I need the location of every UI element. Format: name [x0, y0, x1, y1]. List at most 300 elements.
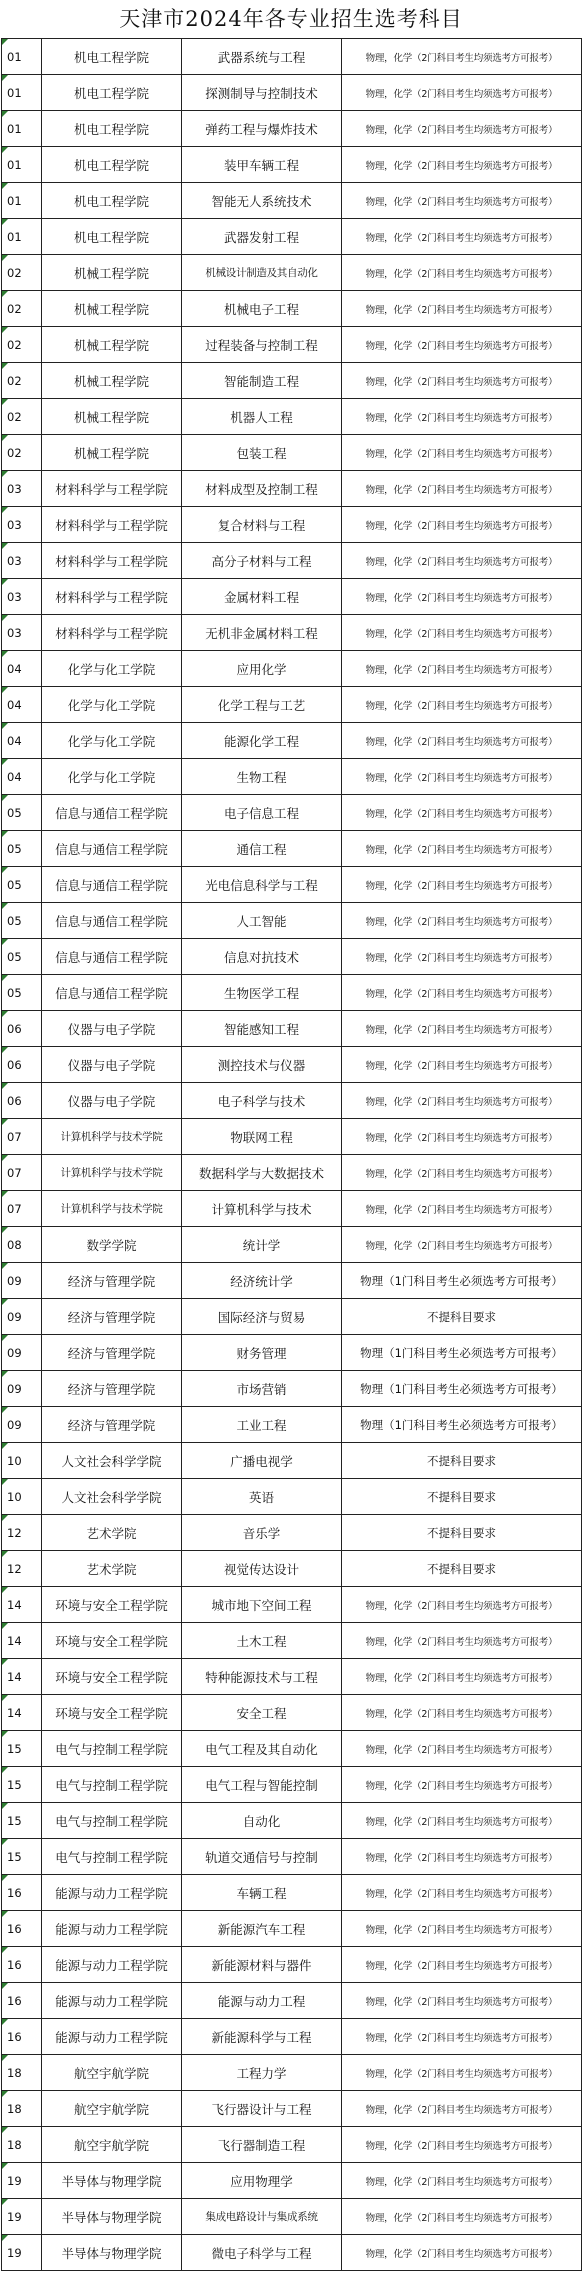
college-code-cell: 02: [2, 255, 42, 291]
college-name-cell: 经济与管理学院: [42, 1371, 182, 1407]
table-row: [2, 759, 582, 795]
subject-requirement-cell: 物理，化学（2门科目考生均须选考方可报考）: [342, 471, 582, 507]
subject-requirement-cell: 物理，化学（2门科目考生均须选考方可报考）: [342, 183, 582, 219]
table-row: [2, 1587, 582, 1623]
subject-requirement-cell: 物理，化学（2门科目考生均须选考方可报考）: [342, 2199, 582, 2235]
table-row: [2, 1443, 582, 1479]
college-code-cell: 09: [2, 1263, 42, 1299]
table-row: [2, 1263, 582, 1299]
table-row: [2, 1875, 582, 1911]
major-name-cell: 光电信息科学与工程: [182, 867, 342, 903]
college-name-cell: 化学与化工学院: [42, 687, 182, 723]
table-row: [2, 2127, 582, 2163]
college-name-cell: 艺术学院: [42, 1515, 182, 1551]
table-row: [2, 435, 582, 471]
major-name-cell: 数据科学与大数据技术: [182, 1155, 342, 1191]
major-name-cell: 高分子材料与工程: [182, 543, 342, 579]
subject-requirement-cell: 物理，化学（2门科目考生均须选考方可报考）: [342, 651, 582, 687]
college-name-cell: 航空宇航学院: [42, 2055, 182, 2091]
major-name-cell: 电气工程及其自动化: [182, 1731, 342, 1767]
table-row: [2, 1623, 582, 1659]
college-name-cell: 电气与控制工程学院: [42, 1803, 182, 1839]
college-code-cell: 07: [2, 1119, 42, 1155]
college-name-cell: 半导体与物理学院: [42, 2163, 182, 2199]
subject-requirement-cell: 不提科目要求: [342, 1299, 582, 1335]
college-name-cell: 环境与安全工程学院: [42, 1659, 182, 1695]
major-name-cell: 广播电视学: [182, 1443, 342, 1479]
table-row: [2, 903, 582, 939]
college-code-cell: 12: [2, 1515, 42, 1551]
table-row: [2, 1191, 582, 1227]
college-code-cell: 16: [2, 1875, 42, 1911]
college-name-cell: 能源与动力工程学院: [42, 1947, 182, 1983]
subject-requirement-cell: 物理，化学（2门科目考生均须选考方可报考）: [342, 507, 582, 543]
major-name-cell: 音乐学: [182, 1515, 342, 1551]
college-name-cell: 能源与动力工程学院: [42, 1911, 182, 1947]
table-row: [2, 939, 582, 975]
table-row: [2, 1047, 582, 1083]
subject-requirement-cell: 物理，化学（2门科目考生均须选考方可报考）: [342, 2055, 582, 2091]
college-code-cell: 01: [2, 219, 42, 255]
table-row: [2, 1515, 582, 1551]
major-name-cell: 化学工程与工艺: [182, 687, 342, 723]
subject-requirement-cell: 物理，化学（2门科目考生均须选考方可报考）: [342, 759, 582, 795]
table-row: [2, 2019, 582, 2055]
major-name-cell: 物联网工程: [182, 1119, 342, 1155]
college-code-cell: 14: [2, 1623, 42, 1659]
subject-requirement-cell: 物理，化学（2门科目考生均须选考方可报考）: [342, 39, 582, 75]
subject-requirement-cell: 物理，化学（2门科目考生均须选考方可报考）: [342, 1947, 582, 1983]
table-row: [2, 1155, 582, 1191]
table-row: [2, 1407, 582, 1443]
college-code-cell: 19: [2, 2163, 42, 2199]
table-row: [2, 1695, 582, 1731]
college-name-cell: 机械工程学院: [42, 255, 182, 291]
college-code-cell: 06: [2, 1011, 42, 1047]
college-name-cell: 材料科学与工程学院: [42, 579, 182, 615]
table-row: [2, 255, 582, 291]
subject-requirement-cell: 物理，化学（2门科目考生均须选考方可报考）: [342, 1839, 582, 1875]
college-code-cell: 16: [2, 1911, 42, 1947]
college-code-cell: 14: [2, 1659, 42, 1695]
college-code-cell: 09: [2, 1407, 42, 1443]
college-name-cell: 电气与控制工程学院: [42, 1839, 182, 1875]
major-name-cell: 智能感知工程: [182, 1011, 342, 1047]
table-row: [2, 2163, 582, 2199]
major-name-cell: 新能源科学与工程: [182, 2019, 342, 2055]
subject-requirement-cell: 物理，化学（2门科目考生均须选考方可报考）: [342, 1119, 582, 1155]
subject-requirement-cell: 物理，化学（2门科目考生均须选考方可报考）: [342, 1911, 582, 1947]
college-code-cell: 04: [2, 651, 42, 687]
subject-requirement-cell: 物理，化学（2门科目考生均须选考方可报考）: [342, 75, 582, 111]
table-row: [2, 327, 582, 363]
major-name-cell: 统计学: [182, 1227, 342, 1263]
subject-requirement-cell: 物理，化学（2门科目考生均须选考方可报考）: [342, 1587, 582, 1623]
college-code-cell: 16: [2, 1947, 42, 1983]
subject-requirement-cell: 物理，化学（2门科目考生均须选考方可报考）: [342, 579, 582, 615]
college-code-cell: 06: [2, 1047, 42, 1083]
college-code-cell: 01: [2, 183, 42, 219]
subject-requirement-cell: 物理（1门科目考生必须选考方可报考）: [342, 1407, 582, 1443]
college-name-cell: 能源与动力工程学院: [42, 1875, 182, 1911]
college-name-cell: 人文社会科学学院: [42, 1479, 182, 1515]
subject-requirement-cell: 物理，化学（2门科目考生均须选考方可报考）: [342, 291, 582, 327]
table-row: [2, 1479, 582, 1515]
subject-requirement-cell: 物理，化学（2门科目考生均须选考方可报考）: [342, 939, 582, 975]
college-name-cell: 机电工程学院: [42, 39, 182, 75]
subject-requirement-cell: 物理，化学（2门科目考生均须选考方可报考）: [342, 2163, 582, 2199]
college-code-cell: 02: [2, 363, 42, 399]
subject-requirement-cell: 物理，化学（2门科目考生均须选考方可报考）: [342, 687, 582, 723]
college-code-cell: 09: [2, 1371, 42, 1407]
major-name-cell: 武器系统与工程: [182, 39, 342, 75]
major-name-cell: 国际经济与贸易: [182, 1299, 342, 1335]
table-row: [2, 507, 582, 543]
subject-requirement-cell: 物理，化学（2门科目考生均须选考方可报考）: [342, 975, 582, 1011]
subject-requirement-cell: 不提科目要求: [342, 1479, 582, 1515]
major-name-cell: 城市地下空间工程: [182, 1587, 342, 1623]
major-name-cell: 能源与动力工程: [182, 1983, 342, 2019]
college-name-cell: 经济与管理学院: [42, 1407, 182, 1443]
major-name-cell: 通信工程: [182, 831, 342, 867]
college-code-cell: 19: [2, 2199, 42, 2235]
table-row: [2, 2235, 582, 2271]
college-name-cell: 人文社会科学学院: [42, 1443, 182, 1479]
college-code-cell: 18: [2, 2127, 42, 2163]
table-row: [2, 1947, 582, 1983]
college-name-cell: 环境与安全工程学院: [42, 1695, 182, 1731]
college-name-cell: 仪器与电子学院: [42, 1011, 182, 1047]
college-name-cell: 环境与安全工程学院: [42, 1623, 182, 1659]
major-name-cell: 信息对抗技术: [182, 939, 342, 975]
table-row: [2, 1659, 582, 1695]
major-name-cell: 财务管理: [182, 1335, 342, 1371]
college-code-cell: 15: [2, 1839, 42, 1875]
subject-requirement-cell: 物理，化学（2门科目考生均须选考方可报考）: [342, 1803, 582, 1839]
table-row: [2, 183, 582, 219]
major-name-cell: 弹药工程与爆炸技术: [182, 111, 342, 147]
college-code-cell: 02: [2, 435, 42, 471]
table-row: [2, 1767, 582, 1803]
major-name-cell: 电子科学与技术: [182, 1083, 342, 1119]
major-name-cell: 车辆工程: [182, 1875, 342, 1911]
college-name-cell: 信息与通信工程学院: [42, 903, 182, 939]
subject-requirement-cell: 物理（1门科目考生必须选考方可报考）: [342, 1335, 582, 1371]
subject-requirement-cell: 物理，化学（2门科目考生均须选考方可报考）: [342, 1155, 582, 1191]
table-body: [2, 39, 582, 2271]
subject-requirement-cell: 物理（1门科目考生必须选考方可报考）: [342, 1371, 582, 1407]
major-name-cell: 计算机科学与技术: [182, 1191, 342, 1227]
college-code-cell: 07: [2, 1155, 42, 1191]
college-name-cell: 经济与管理学院: [42, 1263, 182, 1299]
college-name-cell: 航空宇航学院: [42, 2091, 182, 2127]
major-name-cell: 市场营销: [182, 1371, 342, 1407]
major-name-cell: 材料成型及控制工程: [182, 471, 342, 507]
subject-requirement-cell: 物理，化学（2门科目考生均须选考方可报考）: [342, 2091, 582, 2127]
major-name-cell: 安全工程: [182, 1695, 342, 1731]
college-name-cell: 经济与管理学院: [42, 1299, 182, 1335]
table-row: [2, 1551, 582, 1587]
subject-requirement-cell: 物理，化学（2门科目考生均须选考方可报考）: [342, 327, 582, 363]
table-row: [2, 399, 582, 435]
table-row: [2, 687, 582, 723]
major-name-cell: 机械电子工程: [182, 291, 342, 327]
college-name-cell: 仪器与电子学院: [42, 1083, 182, 1119]
table-row: [2, 1371, 582, 1407]
college-name-cell: 材料科学与工程学院: [42, 507, 182, 543]
college-code-cell: 02: [2, 291, 42, 327]
major-name-cell: 工业工程: [182, 1407, 342, 1443]
table-row: [2, 2091, 582, 2127]
major-name-cell: 金属材料工程: [182, 579, 342, 615]
subject-requirement-cell: 物理，化学（2门科目考生均须选考方可报考）: [342, 1875, 582, 1911]
subject-requirement-cell: 物理，化学（2门科目考生均须选考方可报考）: [342, 1731, 582, 1767]
college-code-cell: 12: [2, 1551, 42, 1587]
table-row: [2, 723, 582, 759]
major-name-cell: 测控技术与仪器: [182, 1047, 342, 1083]
subject-requirement-cell: 物理，化学（2门科目考生均须选考方可报考）: [342, 1983, 582, 2019]
subject-requirement-cell: 物理，化学（2门科目考生均须选考方可报考）: [342, 2127, 582, 2163]
subject-requirement-cell: 物理，化学（2门科目考生均须选考方可报考）: [342, 2019, 582, 2055]
major-name-cell: 英语: [182, 1479, 342, 1515]
subject-requirement-cell: 物理，化学（2门科目考生均须选考方可报考）: [342, 795, 582, 831]
table-row: [2, 579, 582, 615]
subject-requirement-cell: 物理，化学（2门科目考生均须选考方可报考）: [342, 1191, 582, 1227]
major-name-cell: 自动化: [182, 1803, 342, 1839]
table-row: [2, 795, 582, 831]
college-name-cell: 半导体与物理学院: [42, 2235, 182, 2271]
subject-requirement-cell: 物理，化学（2门科目考生均须选考方可报考）: [342, 1083, 582, 1119]
table-row: [2, 1983, 582, 2019]
college-name-cell: 电气与控制工程学院: [42, 1767, 182, 1803]
college-code-cell: 06: [2, 1083, 42, 1119]
major-name-cell: 微电子科学与工程: [182, 2235, 342, 2271]
college-name-cell: 化学与化工学院: [42, 723, 182, 759]
major-name-cell: 工程力学: [182, 2055, 342, 2091]
college-code-cell: 16: [2, 2019, 42, 2055]
subject-requirements-table: [1, 38, 582, 2271]
table-row: [2, 147, 582, 183]
college-name-cell: 机电工程学院: [42, 219, 182, 255]
college-code-cell: 01: [2, 111, 42, 147]
college-name-cell: 化学与化工学院: [42, 759, 182, 795]
college-name-cell: 计算机科学与技术学院: [42, 1155, 182, 1191]
subject-requirement-cell: 物理，化学（2门科目考生均须选考方可报考）: [342, 1623, 582, 1659]
college-code-cell: 02: [2, 327, 42, 363]
major-name-cell: 应用化学: [182, 651, 342, 687]
college-name-cell: 能源与动力工程学院: [42, 1983, 182, 2019]
subject-requirement-cell: 物理（1门科目考生必须选考方可报考）: [342, 1263, 582, 1299]
subject-requirement-cell: 物理，化学（2门科目考生均须选考方可报考）: [342, 399, 582, 435]
college-code-cell: 01: [2, 39, 42, 75]
subject-requirement-cell: 物理，化学（2门科目考生均须选考方可报考）: [342, 831, 582, 867]
table-row: [2, 1299, 582, 1335]
college-name-cell: 机电工程学院: [42, 147, 182, 183]
college-name-cell: 计算机科学与技术学院: [42, 1119, 182, 1155]
table-row: [2, 363, 582, 399]
subject-requirement-cell: 不提科目要求: [342, 1515, 582, 1551]
subject-requirement-cell: 物理，化学（2门科目考生均须选考方可报考）: [342, 1659, 582, 1695]
table-row: [2, 1731, 582, 1767]
table-row: [2, 1911, 582, 1947]
major-name-cell: 装甲车辆工程: [182, 147, 342, 183]
major-name-cell: 过程装备与控制工程: [182, 327, 342, 363]
college-code-cell: 05: [2, 939, 42, 975]
college-code-cell: 16: [2, 1983, 42, 2019]
major-name-cell: 新能源材料与器件: [182, 1947, 342, 1983]
table-row: [2, 1011, 582, 1047]
subject-requirement-cell: 不提科目要求: [342, 1443, 582, 1479]
subject-requirement-cell: 物理，化学（2门科目考生均须选考方可报考）: [342, 2235, 582, 2271]
college-name-cell: 机械工程学院: [42, 399, 182, 435]
college-name-cell: 机电工程学院: [42, 75, 182, 111]
college-code-cell: 03: [2, 543, 42, 579]
table-row: [2, 975, 582, 1011]
college-code-cell: 19: [2, 2235, 42, 2271]
major-name-cell: 武器发射工程: [182, 219, 342, 255]
subject-requirement-cell: 物理，化学（2门科目考生均须选考方可报考）: [342, 435, 582, 471]
major-name-cell: 飞行器制造工程: [182, 2127, 342, 2163]
college-code-cell: 01: [2, 75, 42, 111]
subject-requirement-cell: 物理，化学（2门科目考生均须选考方可报考）: [342, 363, 582, 399]
major-name-cell: 机械设计制造及其自动化: [182, 255, 342, 291]
college-name-cell: 信息与通信工程学院: [42, 939, 182, 975]
college-name-cell: 仪器与电子学院: [42, 1047, 182, 1083]
college-code-cell: 04: [2, 759, 42, 795]
major-name-cell: 集成电路设计与集成系统: [182, 2199, 342, 2235]
college-code-cell: 03: [2, 507, 42, 543]
subject-requirement-cell: 物理，化学（2门科目考生均须选考方可报考）: [342, 1011, 582, 1047]
college-name-cell: 机械工程学院: [42, 435, 182, 471]
table-row: [2, 615, 582, 651]
table-row: [2, 1839, 582, 1875]
college-name-cell: 半导体与物理学院: [42, 2199, 182, 2235]
subject-requirement-cell: 物理，化学（2门科目考生均须选考方可报考）: [342, 615, 582, 651]
table-row: [2, 219, 582, 255]
table-row: [2, 543, 582, 579]
college-name-cell: 环境与安全工程学院: [42, 1587, 182, 1623]
college-name-cell: 能源与动力工程学院: [42, 2019, 182, 2055]
table-row: [2, 1335, 582, 1371]
table-row: [2, 471, 582, 507]
major-name-cell: 智能制造工程: [182, 363, 342, 399]
college-code-cell: 15: [2, 1767, 42, 1803]
major-name-cell: 特种能源技术与工程: [182, 1659, 342, 1695]
table-row: [2, 1119, 582, 1155]
college-code-cell: 14: [2, 1587, 42, 1623]
college-code-cell: 14: [2, 1695, 42, 1731]
college-code-cell: 03: [2, 471, 42, 507]
table-row: [2, 2055, 582, 2091]
subject-requirement-cell: 物理，化学（2门科目考生均须选考方可报考）: [342, 867, 582, 903]
table-row: [2, 831, 582, 867]
major-name-cell: 包装工程: [182, 435, 342, 471]
major-name-cell: 电气工程与智能控制: [182, 1767, 342, 1803]
college-code-cell: 03: [2, 579, 42, 615]
college-code-cell: 15: [2, 1803, 42, 1839]
subject-requirement-cell: 物理，化学（2门科目考生均须选考方可报考）: [342, 1227, 582, 1263]
college-name-cell: 材料科学与工程学院: [42, 543, 182, 579]
college-code-cell: 10: [2, 1479, 42, 1515]
college-name-cell: 机械工程学院: [42, 327, 182, 363]
major-name-cell: 复合材料与工程: [182, 507, 342, 543]
table-row: [2, 1227, 582, 1263]
major-name-cell: 新能源汽车工程: [182, 1911, 342, 1947]
page-title: 天津市2024年各专业招生选考科目: [119, 7, 463, 31]
college-code-cell: 08: [2, 1227, 42, 1263]
major-name-cell: 无机非金属材料工程: [182, 615, 342, 651]
table-row: [2, 75, 582, 111]
college-name-cell: 机电工程学院: [42, 111, 182, 147]
college-code-cell: 18: [2, 2055, 42, 2091]
college-code-cell: 04: [2, 687, 42, 723]
subject-requirement-cell: 物理，化学（2门科目考生均须选考方可报考）: [342, 543, 582, 579]
college-code-cell: 01: [2, 147, 42, 183]
table-row: [2, 1083, 582, 1119]
major-name-cell: 机器人工程: [182, 399, 342, 435]
college-name-cell: 计算机科学与技术学院: [42, 1191, 182, 1227]
college-code-cell: 09: [2, 1335, 42, 1371]
college-name-cell: 电气与控制工程学院: [42, 1731, 182, 1767]
college-name-cell: 信息与通信工程学院: [42, 795, 182, 831]
college-name-cell: 机械工程学院: [42, 291, 182, 327]
subject-requirement-cell: 物理，化学（2门科目考生均须选考方可报考）: [342, 1767, 582, 1803]
table-row: [2, 39, 582, 75]
major-name-cell: 应用物理学: [182, 2163, 342, 2199]
subject-requirement-cell: 物理，化学（2门科目考生均须选考方可报考）: [342, 1695, 582, 1731]
college-name-cell: 机械工程学院: [42, 363, 182, 399]
college-code-cell: 05: [2, 867, 42, 903]
college-name-cell: 经济与管理学院: [42, 1335, 182, 1371]
college-name-cell: 机电工程学院: [42, 183, 182, 219]
table-row: [2, 867, 582, 903]
subject-requirement-cell: 物理，化学（2门科目考生均须选考方可报考）: [342, 111, 582, 147]
major-name-cell: 生物医学工程: [182, 975, 342, 1011]
college-name-cell: 信息与通信工程学院: [42, 975, 182, 1011]
major-name-cell: 飞行器设计与工程: [182, 2091, 342, 2127]
college-name-cell: 航空宇航学院: [42, 2127, 182, 2163]
college-code-cell: 10: [2, 1443, 42, 1479]
college-name-cell: 材料科学与工程学院: [42, 615, 182, 651]
major-name-cell: 土木工程: [182, 1623, 342, 1659]
subject-requirement-cell: 物理，化学（2门科目考生均须选考方可报考）: [342, 219, 582, 255]
subject-requirement-cell: 物理，化学（2门科目考生均须选考方可报考）: [342, 1047, 582, 1083]
college-code-cell: 15: [2, 1731, 42, 1767]
major-name-cell: 能源化学工程: [182, 723, 342, 759]
college-name-cell: 艺术学院: [42, 1551, 182, 1587]
college-name-cell: 信息与通信工程学院: [42, 831, 182, 867]
subject-requirement-cell: 物理，化学（2门科目考生均须选考方可报考）: [342, 255, 582, 291]
college-code-cell: 05: [2, 903, 42, 939]
table-row: [2, 111, 582, 147]
college-code-cell: 07: [2, 1191, 42, 1227]
college-name-cell: 信息与通信工程学院: [42, 867, 182, 903]
major-name-cell: 人工智能: [182, 903, 342, 939]
subject-requirement-cell: 不提科目要求: [342, 1551, 582, 1587]
college-name-cell: 化学与化工学院: [42, 651, 182, 687]
college-name-cell: 数学学院: [42, 1227, 182, 1263]
major-name-cell: 经济统计学: [182, 1263, 342, 1299]
major-name-cell: 电子信息工程: [182, 795, 342, 831]
college-code-cell: 05: [2, 795, 42, 831]
table-row: [2, 2199, 582, 2235]
subject-requirement-cell: 物理，化学（2门科目考生均须选考方可报考）: [342, 903, 582, 939]
college-code-cell: 04: [2, 723, 42, 759]
college-code-cell: 03: [2, 615, 42, 651]
major-name-cell: 探测制导与控制技术: [182, 75, 342, 111]
major-name-cell: 智能无人系统技术: [182, 183, 342, 219]
college-code-cell: 09: [2, 1299, 42, 1335]
